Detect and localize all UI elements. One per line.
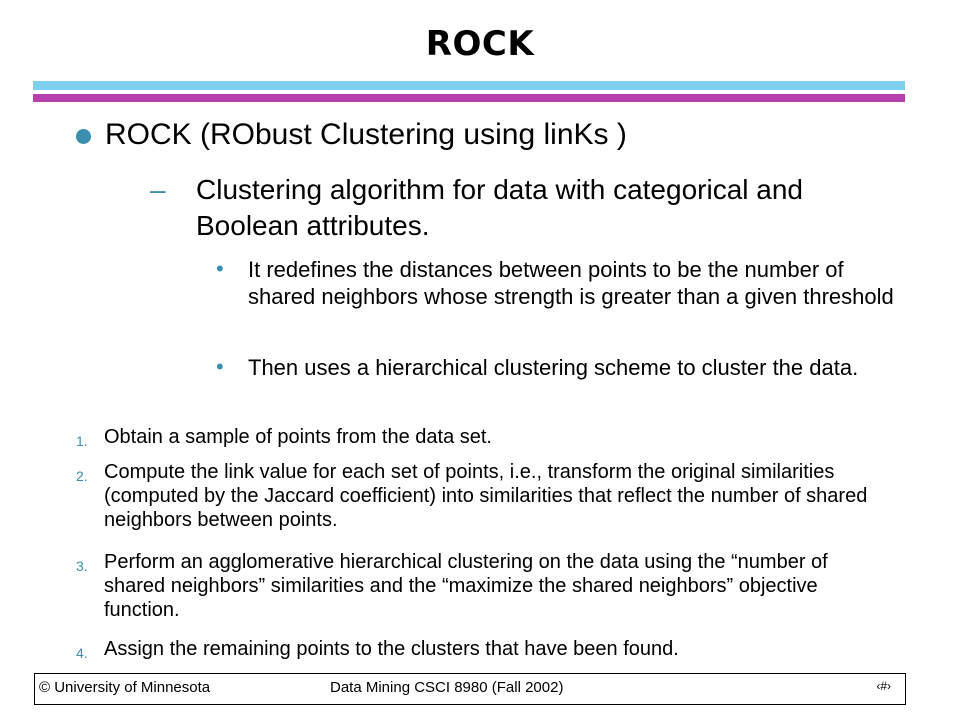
title-rule-top (33, 81, 905, 90)
step-number: 2. (76, 468, 88, 484)
step-text: Perform an agglomerative hierarchical clustering on the data using the “number of shared neighbors” similarities and the “maximize the shared neighbors” objective function. (104, 551, 828, 621)
step-text: Assign the remaining points to the clusters that have been found. (104, 638, 679, 660)
footer-course: Data Mining CSCI 8980 (Fall 2002) (330, 679, 564, 696)
title-rule-bottom (33, 94, 905, 102)
round-bullet-icon (76, 129, 91, 144)
detail-point-text: Then uses a hierarchical clustering scheme to cluster the data. (248, 355, 859, 380)
detail-point-text: It redefines the distances between points to be the number of shared neighbors whose strength is greater than a given threshold (248, 257, 894, 309)
dot-bullet-icon: • (216, 256, 224, 281)
slide-footer (34, 673, 906, 705)
footer-copyright: © University of Minnesota (39, 679, 211, 696)
step-text: Compute the link value for each set of points, i.e., transform the original similarities (computed by the Jaccard coefficient) into similarities that reflect the number of shared neighbors between points. (104, 461, 868, 531)
title-rule-gap (33, 90, 905, 92)
step-text: Obtain a sample of points from the data set. (104, 426, 492, 448)
step-number: 4. (76, 645, 88, 661)
slide-title: ROCK (425, 24, 535, 64)
sub-bullet-text: Clustering algorithm for data with categorical and Boolean attributes. (196, 174, 803, 241)
dot-bullet-icon: • (216, 354, 224, 379)
step-number: 1. (76, 433, 88, 449)
main-bullet-text: ROCK (RObust Clustering using linKs ) (105, 118, 627, 151)
step-number: 3. (76, 558, 88, 574)
dash-bullet-icon: – (150, 174, 166, 205)
footer-page-number: ‹#› (876, 679, 891, 693)
